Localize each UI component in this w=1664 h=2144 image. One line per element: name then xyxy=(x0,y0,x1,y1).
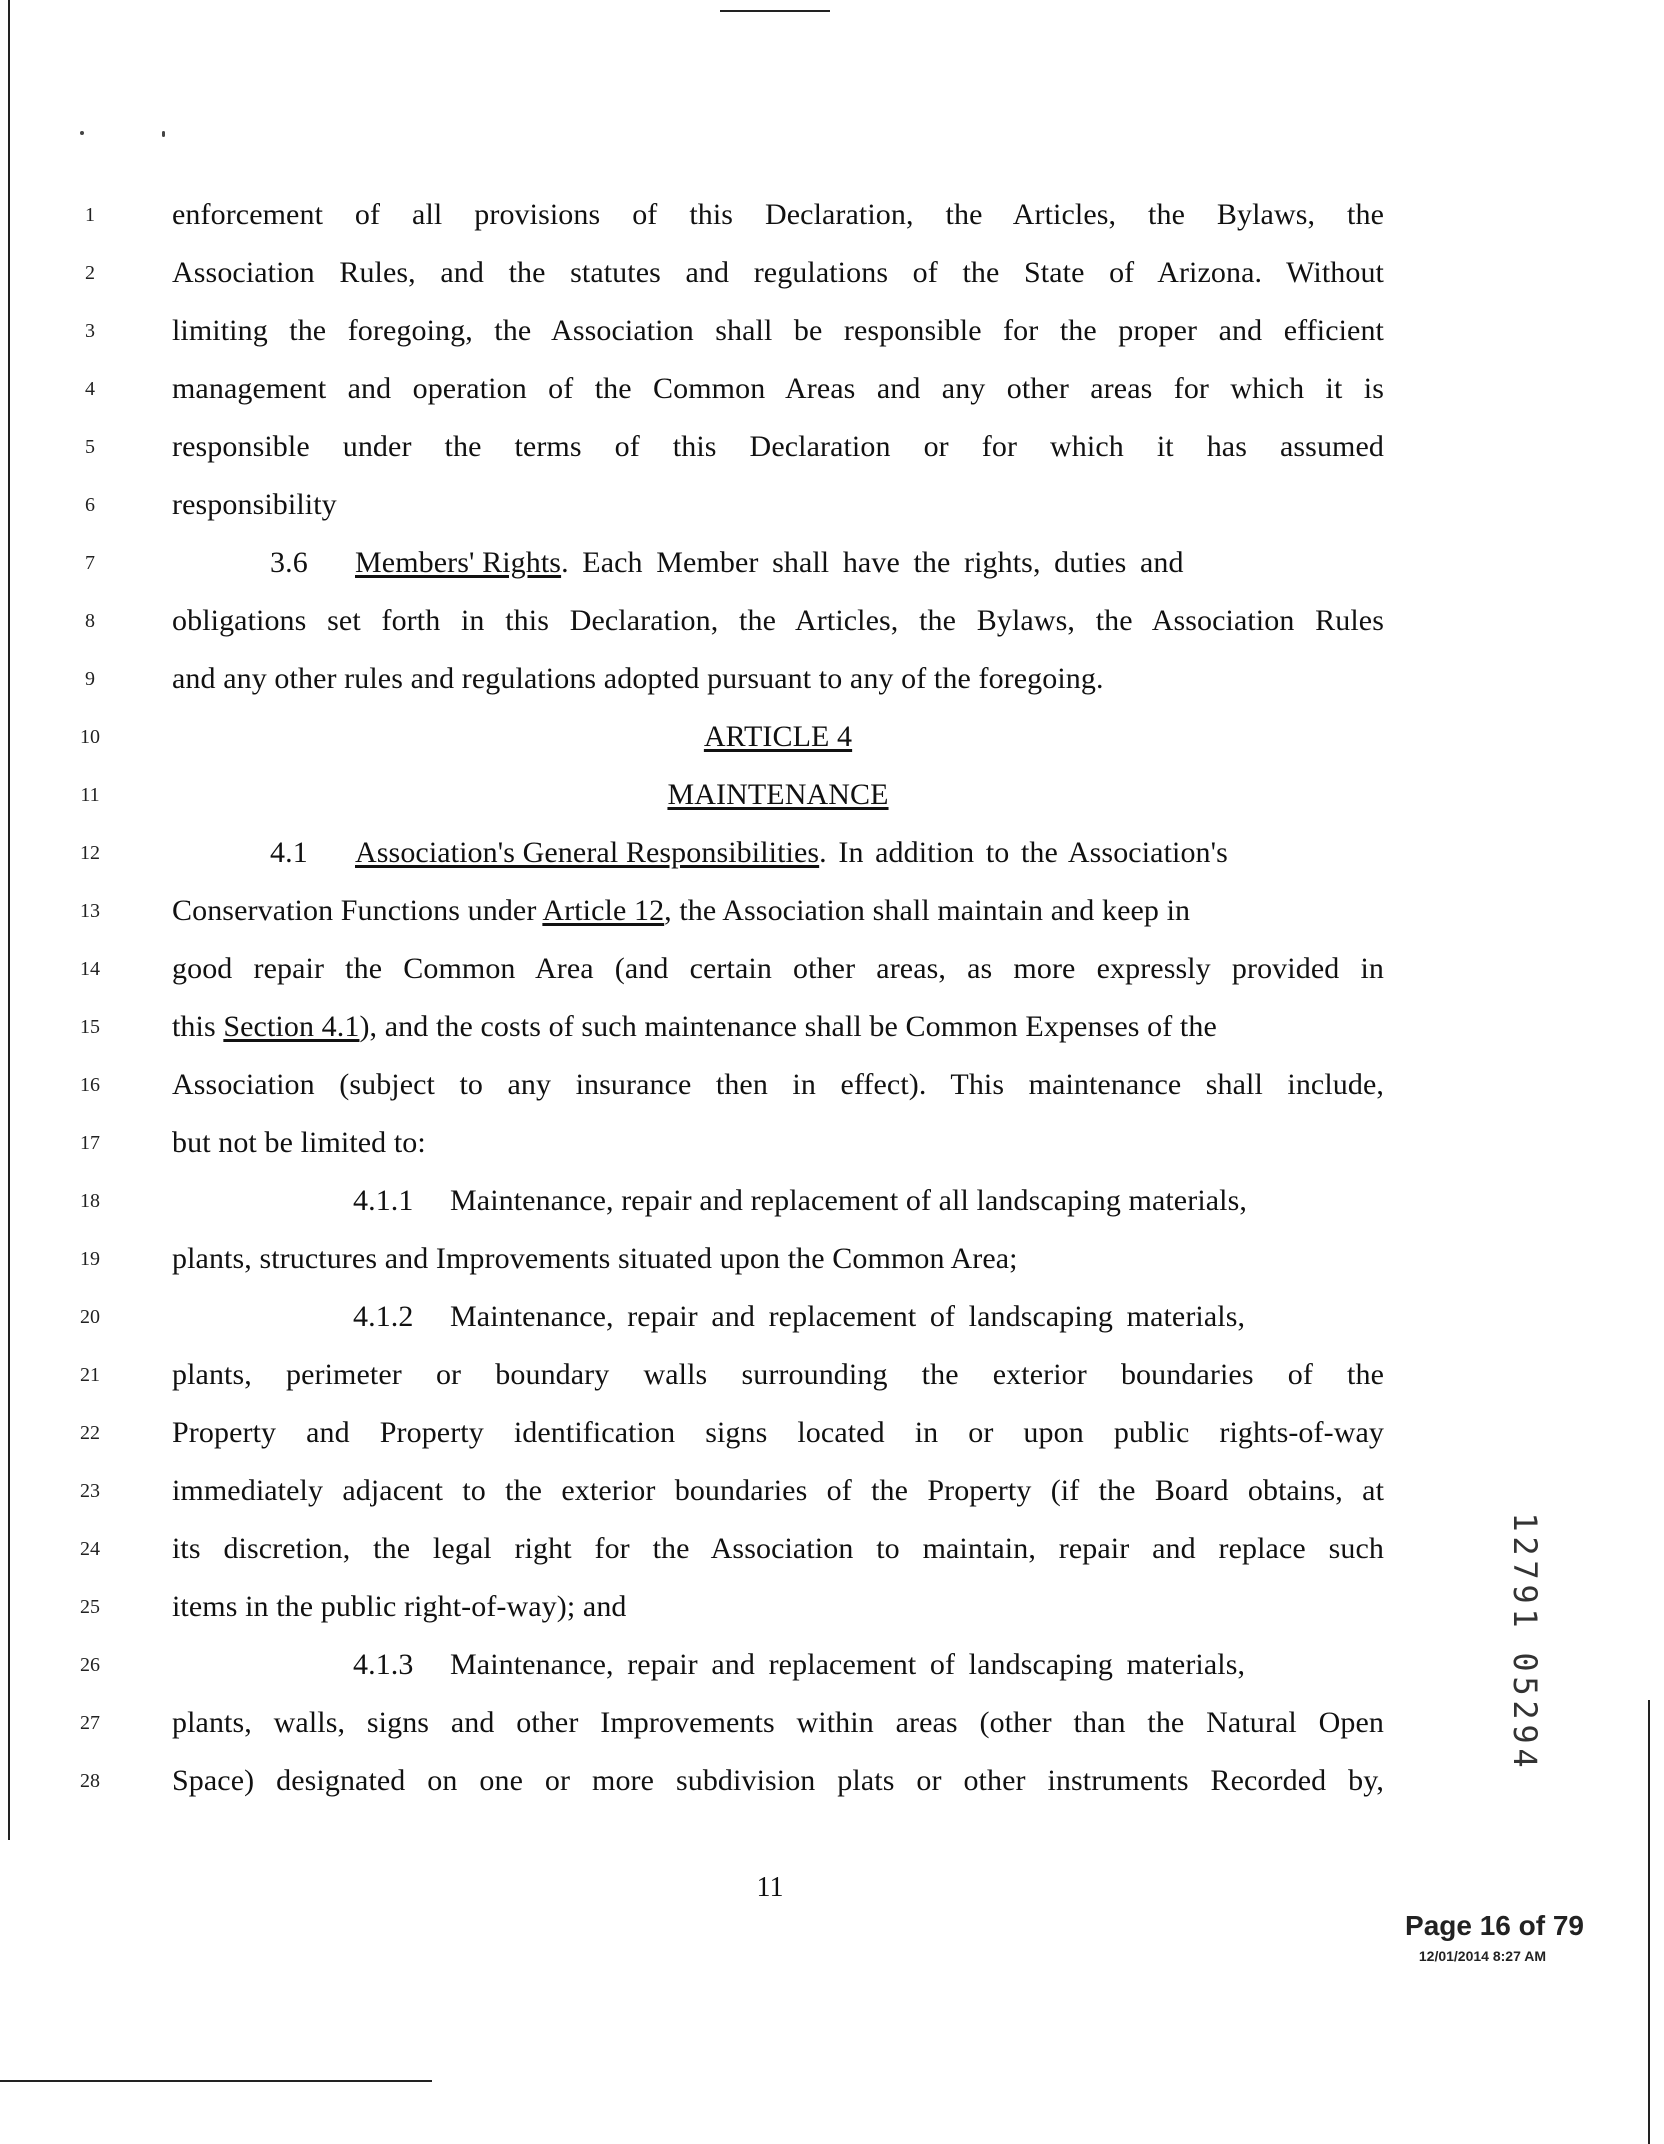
subsection-number: 4.1.1 xyxy=(353,1184,414,1217)
line-number: 5 xyxy=(85,436,95,458)
section-3-6-line xyxy=(270,543,1384,583)
left-margin-rule xyxy=(8,0,10,1840)
section-number: 3.6 xyxy=(270,546,308,579)
line-number: 11 xyxy=(80,784,100,806)
text-line: items in the public right-of-way); and xyxy=(172,1590,627,1623)
line-number: 13 xyxy=(80,900,100,922)
text-line: Property and Property identification signs located in or upon public rights-of-way xyxy=(172,1416,1384,1449)
text-line: Association Rules, and the statutes and regulations of the State of Arizona. Without xyxy=(172,256,1384,289)
section-heading: Association's General Responsibilities xyxy=(355,836,820,869)
text-line: enforcement of all provisions of this Declaration, the Articles, the Bylaws, the xyxy=(172,198,1384,231)
vertical-digit: 9 xyxy=(1506,1724,1544,1744)
text-line: its discretion, the legal right for the Association to maintain, repair and replace such xyxy=(172,1532,1384,1565)
text-line: and any other rules and regulations adopted pursuant to any of the foregoing. xyxy=(172,662,1104,695)
line-number: 20 xyxy=(80,1306,100,1328)
line-number: 2 xyxy=(85,262,95,284)
text-line: plants, structures and Improvements situated upon the Common Area; xyxy=(172,1242,1018,1275)
text-fragment: Maintenance, repair and replacement of landscaping materials, xyxy=(450,1648,1246,1681)
text-fragment: . In addition to the Association's xyxy=(819,836,1228,869)
line-number: 23 xyxy=(80,1480,100,1502)
text-line: management and operation of the Common Areas and any other areas for which it is xyxy=(172,372,1384,405)
text-fragment: this xyxy=(172,1010,224,1043)
vertical-recording-number xyxy=(1505,1510,1545,1770)
subsection-4-1-1-line xyxy=(353,1181,1384,1221)
text-line: responsibility xyxy=(172,488,337,521)
line-number: 8 xyxy=(85,610,95,632)
text-line: plants, walls, signs and other Improvements within areas (other than the Natural Open xyxy=(172,1706,1384,1739)
text-fragment: , the Association shall maintain and keep in xyxy=(664,894,1191,927)
text-line: plants, perimeter or boundary walls surrounding the exterior boundaries of the xyxy=(172,1358,1384,1391)
subsection-4-1-3-line xyxy=(353,1645,1384,1685)
line-number: 3 xyxy=(85,320,95,342)
line-number: 28 xyxy=(80,1770,100,1792)
subsection-number: 4.1.2 xyxy=(353,1300,414,1333)
line-number: 16 xyxy=(80,1074,100,1096)
text-fragment: ), and the costs of such maintenance shall be Common Expenses of the xyxy=(359,1010,1217,1043)
text-line: Association (subject to any insurance then in effect). This maintenance shall include, xyxy=(172,1068,1384,1101)
text-fragment: Maintenance, repair and replacement of all landscaping materials, xyxy=(450,1184,1247,1217)
line-number: 27 xyxy=(80,1712,100,1734)
vertical-digit: 7 xyxy=(1506,1560,1544,1580)
section-number: 4.1 xyxy=(270,836,308,869)
text-line: limiting the foregoing, the Association shall be responsible for the proper and efficient xyxy=(172,314,1384,347)
line-number: 15 xyxy=(80,1016,100,1038)
line-number: 19 xyxy=(80,1248,100,1270)
subsection-4-1-2-line xyxy=(353,1297,1384,1337)
line-number: 22 xyxy=(80,1422,100,1444)
article-title: MAINTENANCE xyxy=(667,778,889,811)
bullet-mark xyxy=(80,131,84,135)
section-heading: Members' Rights xyxy=(355,546,562,579)
page-number: 11 xyxy=(756,1872,784,1903)
line-number: 10 xyxy=(80,726,100,748)
line-number: 24 xyxy=(80,1538,100,1560)
line-number: 4 xyxy=(85,378,95,400)
text-line: responsible under the terms of this Declaration or for which it has assumed xyxy=(172,430,1384,463)
subsection-number: 4.1.3 xyxy=(353,1648,414,1681)
line-number: 7 xyxy=(85,552,95,574)
line-number: 18 xyxy=(80,1190,100,1212)
vertical-digit: 4 xyxy=(1506,1748,1544,1768)
line-number: 12 xyxy=(80,842,100,864)
vertical-digit: 9 xyxy=(1506,1584,1544,1604)
text-fragment: . Each Member shall have the rights, duties and xyxy=(561,546,1184,579)
vertical-digit: 2 xyxy=(1506,1536,1544,1556)
text-line: but not be limited to: xyxy=(172,1126,426,1159)
line-number: 26 xyxy=(80,1654,100,1676)
line-number: 17 xyxy=(80,1132,100,1154)
section-4-1-reference: Section 4.1 xyxy=(223,1010,360,1043)
text-line: Space) designated on one or more subdivision plats or other instruments Recorded by, xyxy=(172,1764,1384,1797)
article-12-reference: Article 12 xyxy=(542,894,665,927)
top-scan-mark xyxy=(720,10,830,12)
text-fragment: Conservation Functions under xyxy=(172,894,543,927)
text-line: good repair the Common Area (and certain other areas, as more expressly provided in xyxy=(172,952,1384,985)
line-number: 9 xyxy=(85,668,95,690)
bullet-mark xyxy=(162,131,165,137)
line-number: 14 xyxy=(80,958,100,980)
line-number: 6 xyxy=(85,494,95,516)
line-number: 21 xyxy=(80,1364,100,1386)
vertical-digit: 2 xyxy=(1506,1700,1544,1720)
text-fragment: Maintenance, repair and replacement of landscaping materials, xyxy=(450,1300,1246,1333)
vertical-digit: 1 xyxy=(1506,1512,1544,1532)
article-heading: ARTICLE 4 xyxy=(703,720,853,753)
vertical-digit: 1 xyxy=(1506,1608,1544,1628)
right-edge-rule xyxy=(1648,1700,1650,2144)
text-line xyxy=(172,891,1384,931)
line-number: 1 xyxy=(85,204,95,226)
vertical-digit: 0 xyxy=(1506,1652,1544,1672)
line-number: 25 xyxy=(80,1596,100,1618)
text-line xyxy=(172,1007,1384,1047)
bottom-left-rule xyxy=(0,2080,432,2082)
recording-page-stamp: Page 16 of 79 xyxy=(1405,1910,1584,1941)
vertical-digit: 5 xyxy=(1506,1676,1544,1696)
section-4-1-line xyxy=(270,833,1384,873)
text-line: immediately adjacent to the exterior boundaries of the Property (if the Board obtains, at xyxy=(172,1474,1384,1507)
recording-datetime-stamp: 12/01/2014 8:27 AM xyxy=(1418,1948,1546,1964)
text-line: obligations set forth in this Declaration, the Articles, the Bylaws, the Association Rules xyxy=(172,604,1384,637)
